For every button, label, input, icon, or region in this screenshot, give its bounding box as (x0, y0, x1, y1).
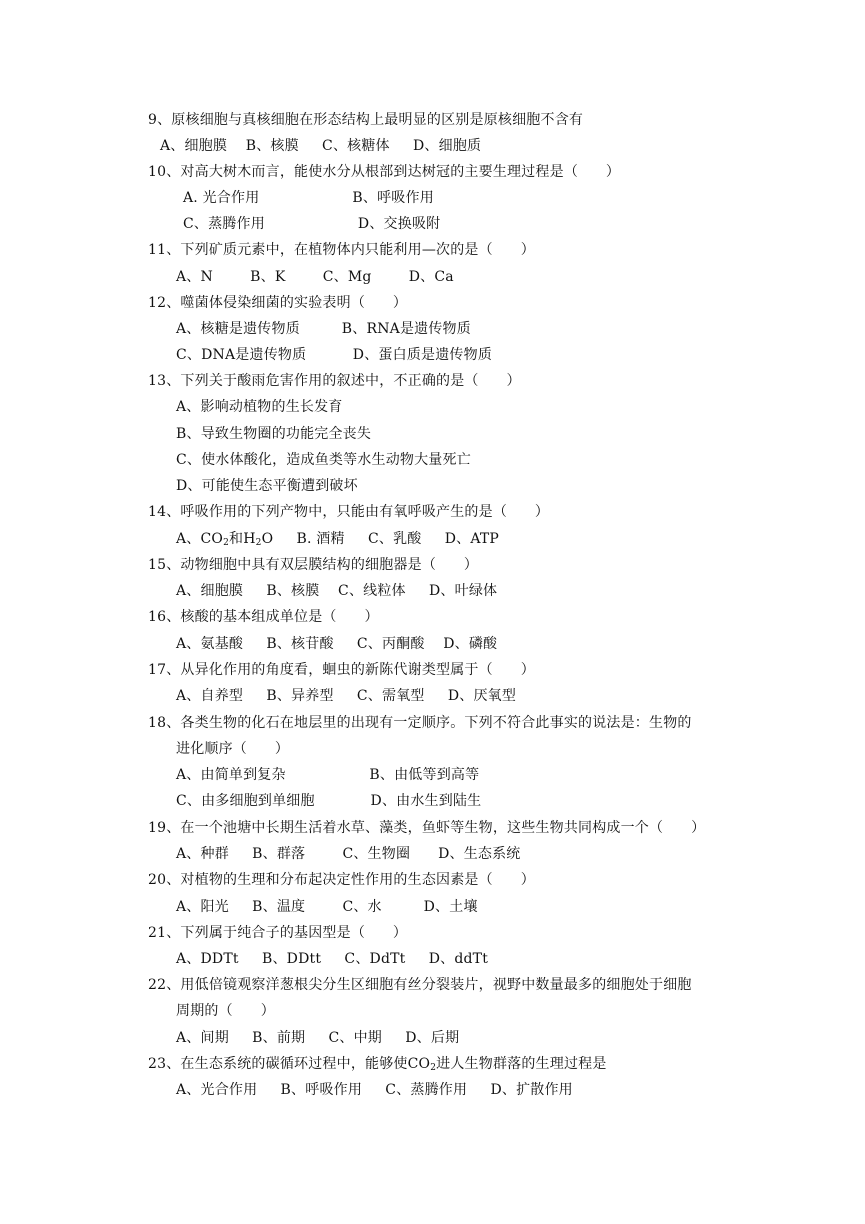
question-13-option-d: D、可能使生态平衡遭到破坏 (176, 478, 358, 494)
question-12-options-2: C、DNA是遗传物质 D、蛋白质是遗传物质 (176, 347, 493, 363)
question-11-stem: 11、下列矿质元素中，在植物体内只能利用—次的是（ ） (148, 242, 535, 258)
question-22-options: A、间期 B、前期 C、中期 D、后期 (176, 1030, 460, 1046)
question-20-stem: 20、对植物的生理和分布起决定性作用的生态因素是（ ） (148, 872, 535, 888)
question-10-stem: 10、对高大树木而言，能使水分从根部到达树冠的主要生理过程是（ ） (148, 164, 621, 180)
question-14-subscript-2: 2 (255, 538, 262, 548)
question-10-options-2: C、蒸腾作用 D、交换吸附 (183, 216, 441, 232)
question-14-subscript-1: 2 (223, 538, 230, 548)
question-23-options: A、光合作用 B、呼吸作用 C、蒸腾作用 D、扩散作用 (176, 1082, 573, 1098)
question-23-stem-suffix: 进人生物群落的生理过程是 (436, 1056, 607, 1072)
question-13-option-c: C、使水体酸化，造成鱼类等水生动物大量死亡 (176, 452, 471, 468)
question-14-option-a-prefix: A、CO (176, 531, 224, 547)
question-18-stem-2: 进化顺序（ ） (176, 741, 290, 757)
question-23-subscript: 2 (430, 1063, 437, 1073)
question-9-options: A、细胞膜 B、核膜 C、核糖体 D、细胞质 (160, 138, 482, 154)
question-21-options: A、DDTt B、DDtt C、DdTt D、ddTt (176, 951, 489, 967)
question-13-stem: 13、下列关于酸雨危害作用的叙述中，不正确的是（ ） (148, 373, 521, 389)
question-16-stem: 16、核酸的基本组成单位是（ ） (148, 609, 379, 625)
question-15-stem: 15、动物细胞中具有双层膜结构的细胞器是（ ） (148, 557, 479, 573)
question-22-stem-1: 22、用低倍镜观察洋葱根尖分生区细胞有丝分裂装片，视野中数量最多的细胞处于细胞 (148, 977, 692, 993)
question-12-stem: 12、噬菌体侵染细菌的实验表明（ ） (148, 295, 408, 311)
question-14-option-a-mid: 和H (229, 531, 256, 547)
question-10-options-1: A. 光合作用 B、呼吸作用 (183, 190, 434, 206)
question-14-options-rest: O B. 酒精 C、乳酸 D、ATP (261, 531, 500, 547)
question-13-option-b: B、导致生物圈的功能完全丧失 (176, 426, 372, 442)
question-18-stem-1: 18、各类生物的化石在地层里的出现有一定顺序。下列不符合此事实的说法是：生物的 (148, 715, 692, 731)
question-18-options-1: A、由简单到复杂 B、由低等到高等 (176, 767, 480, 783)
question-11-options: A、N B、K C、Mg D、Ca (176, 269, 454, 285)
question-15-options: A、细胞膜 B、核膜 C、线粒体 D、叶绿体 (176, 583, 498, 599)
question-20-options: A、阳光 B、温度 C、水 D、土壤 (176, 899, 478, 915)
question-21-stem: 21、下列属于纯合子的基因型是（ ） (148, 925, 408, 941)
question-22-stem-2: 周期的（ ） (176, 1003, 275, 1019)
question-23-stem-prefix: 23、在生态系统的碳循环过程中，能够使CO (148, 1056, 431, 1072)
question-17-stem: 17、从异化作用的角度看，蛔虫的新陈代谢类型属于（ ） (148, 662, 535, 678)
question-12-options-1: A、核糖是遗传物质 B、RNA是遗传物质 (176, 321, 471, 337)
question-9-stem: 9、原核细胞与真核细胞在形态结构上最明显的区别是原核细胞不含有 (148, 112, 584, 128)
question-23-stem (148, 1054, 607, 1074)
question-13-option-a: A、影响动植物的生长发育 (176, 399, 343, 415)
question-17-options: A、自养型 B、异养型 C、需氧型 D、厌氧型 (176, 688, 517, 704)
question-18-options-2: C、由多细胞到单细胞 D、由水生到陆生 (176, 793, 482, 809)
question-16-options: A、氨基酸 B、核苷酸 C、丙酮酸 D、磷酸 (176, 636, 498, 652)
question-14-options (176, 529, 499, 549)
question-19-stem: 19、在一个池塘中长期生活着水草、藻类，鱼虾等生物，这些生物共同构成一个（ ） (148, 820, 706, 836)
question-14-stem: 14、呼吸作用的下列产物中，只能由有氧呼吸产生的是（ ） (148, 504, 550, 520)
question-19-options: A、种群 B、群落 C、生物圈 D、生态系统 (176, 846, 521, 862)
